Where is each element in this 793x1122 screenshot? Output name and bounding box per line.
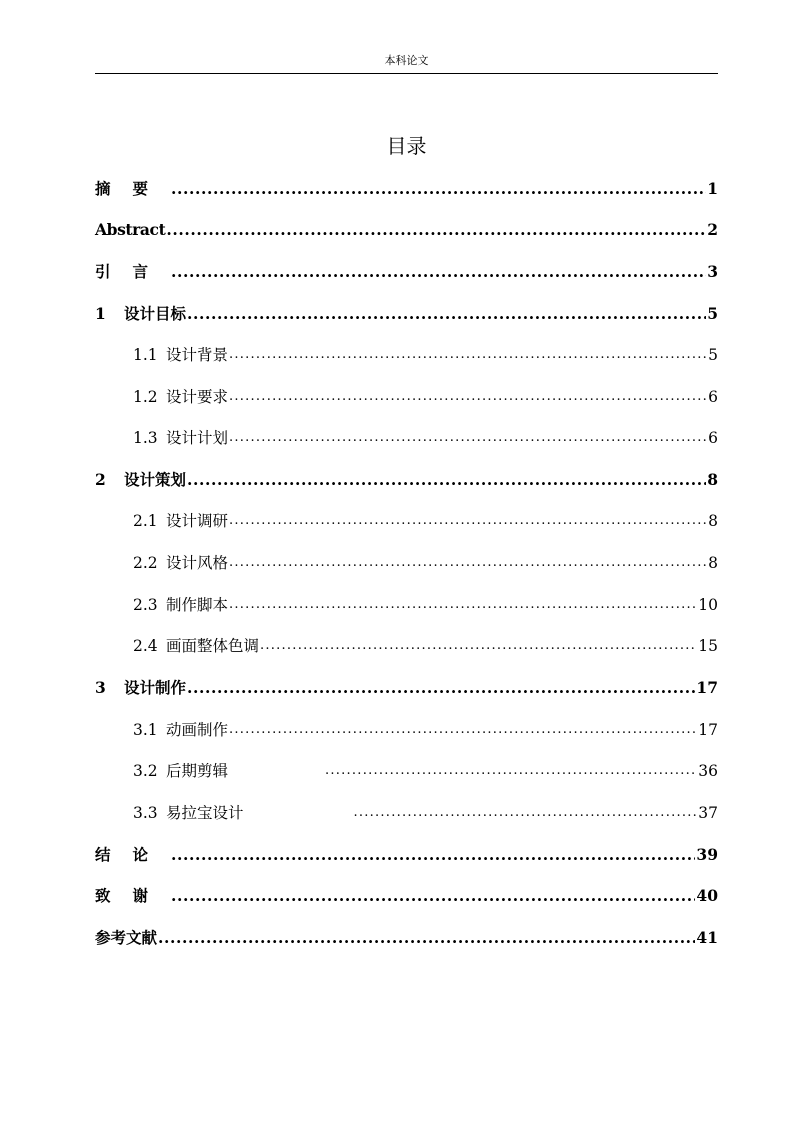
toc-entry-page: 8 [708, 512, 718, 530]
page-header: 本科论文 [95, 53, 718, 74]
toc-entry-title: Abstract [95, 220, 166, 239]
toc-entry-page: 37 [698, 804, 718, 822]
toc-entry-title: 设计调研 [166, 512, 229, 530]
toc-entry-page: 41 [696, 928, 718, 947]
toc-entry-section-3-3[interactable] [95, 801, 718, 823]
toc-entry-leader [229, 511, 707, 531]
toc-entry-page: 39 [696, 845, 718, 864]
toc-entry-abstract-cn[interactable] [95, 177, 718, 199]
toc-entry-abstract-en[interactable] [95, 218, 718, 240]
toc-entry-section-1-3[interactable] [95, 426, 718, 448]
toc-entry-section-1-2[interactable] [95, 385, 718, 407]
toc-entry-leader [187, 678, 695, 698]
toc-entry-title: 设计要求 [166, 388, 229, 406]
toc-entry-title: 参考文献 [95, 929, 158, 947]
toc-entry-leader [166, 220, 706, 240]
toc-entry-number: 2.1 [133, 512, 158, 530]
toc-entry-leader [260, 636, 697, 656]
toc-entry-leader [229, 428, 707, 448]
toc-entry-chapter-2[interactable] [95, 468, 718, 490]
toc-entry-leader [229, 595, 697, 615]
toc-entry-number: 3.2 [133, 762, 158, 780]
toc-entry-leader [171, 179, 706, 199]
toc-entry-number: 1.2 [133, 388, 158, 406]
toc-entry-section-2-3[interactable] [95, 593, 718, 615]
toc-entry-section-2-4[interactable] [95, 634, 718, 656]
toc-entry-title: 设计制作 [124, 679, 187, 697]
toc-entry-leader [158, 928, 695, 948]
toc-entry-page: 15 [698, 637, 718, 655]
toc-entry-conclusion[interactable] [95, 843, 718, 865]
toc-entry-title: 制作脚本 [166, 596, 229, 614]
toc-entry-number: 3.1 [133, 721, 158, 739]
toc-entry-leader [171, 262, 706, 282]
toc-entry-number: 1.1 [133, 346, 158, 364]
toc-entry-page: 6 [708, 388, 718, 406]
toc-entry-page: 5 [708, 346, 718, 364]
toc-entry-title: 动画制作 [166, 721, 229, 739]
toc-entry-number: 2.4 [133, 637, 158, 655]
toc-entry-references[interactable] [95, 926, 718, 948]
toc-entry-page: 17 [696, 678, 718, 697]
toc-entry-chapter-3[interactable] [95, 676, 718, 698]
toc-entry-number: 2.2 [133, 554, 158, 572]
toc-entry-leader [354, 803, 698, 823]
toc-entry-section-2-2[interactable] [95, 551, 718, 573]
toc-entry-number: 2 [95, 470, 106, 489]
toc-entry-page: 6 [708, 429, 718, 447]
toc-entry-title: 摘要 [95, 180, 171, 198]
toc-entry-page: 36 [698, 762, 718, 780]
toc-entry-leader [229, 553, 707, 573]
toc-entry-title: 设计背景 [166, 346, 229, 364]
toc-entry-title: 易拉宝设计 [166, 804, 244, 822]
toc-entry-leader [325, 761, 697, 781]
toc-entry-section-3-1[interactable] [95, 718, 718, 740]
toc-entry-leader [187, 470, 706, 490]
toc-entry-page: 5 [707, 304, 718, 323]
toc-entry-number: 1 [95, 304, 106, 323]
toc-entry-number: 2.3 [133, 596, 158, 614]
toc-entry-page: 1 [707, 179, 718, 198]
toc-entry-section-1-1[interactable] [95, 343, 718, 365]
toc-entry-title: 后期剪辑 [166, 762, 229, 780]
toc-entry-page: 10 [698, 596, 718, 614]
toc-entry-number: 3 [95, 678, 106, 697]
toc-entry-page: 8 [708, 554, 718, 572]
toc-entry-title: 结论 [95, 846, 171, 864]
toc-entry-acknowledgements[interactable] [95, 884, 718, 906]
toc-entry-page: 3 [707, 262, 718, 281]
toc-entry-page: 17 [698, 721, 718, 739]
toc-entry-title: 致谢 [95, 887, 171, 905]
toc-entry-number: 3.3 [133, 804, 158, 822]
toc-entry-leader [187, 304, 706, 324]
toc-entry-page: 8 [707, 470, 718, 489]
toc-entry-title: 设计风格 [166, 554, 229, 572]
toc-entry-page: 40 [696, 886, 718, 905]
toc-entry-leader [171, 886, 695, 906]
toc-entry-leader [229, 345, 707, 365]
toc-entry-title: 画面整体色调 [166, 637, 260, 655]
toc-entry-section-3-2[interactable] [95, 759, 718, 781]
toc-entry-section-2-1[interactable] [95, 509, 718, 531]
toc-entry-title: 设计计划 [166, 429, 229, 447]
toc-entry-page: 2 [707, 220, 718, 239]
toc-entry-title: 设计策划 [124, 471, 187, 489]
toc-entry-leader [229, 720, 697, 740]
toc-entry-title: 引言 [95, 263, 171, 281]
toc-entry-chapter-1[interactable] [95, 302, 718, 324]
toc-title: 目录 [386, 134, 427, 158]
toc-entry-leader [171, 845, 695, 865]
toc-entry-number: 1.3 [133, 429, 158, 447]
toc-entry-title: 设计目标 [124, 305, 187, 323]
toc-entry-leader [229, 387, 707, 407]
toc-entry-introduction[interactable] [95, 260, 718, 282]
